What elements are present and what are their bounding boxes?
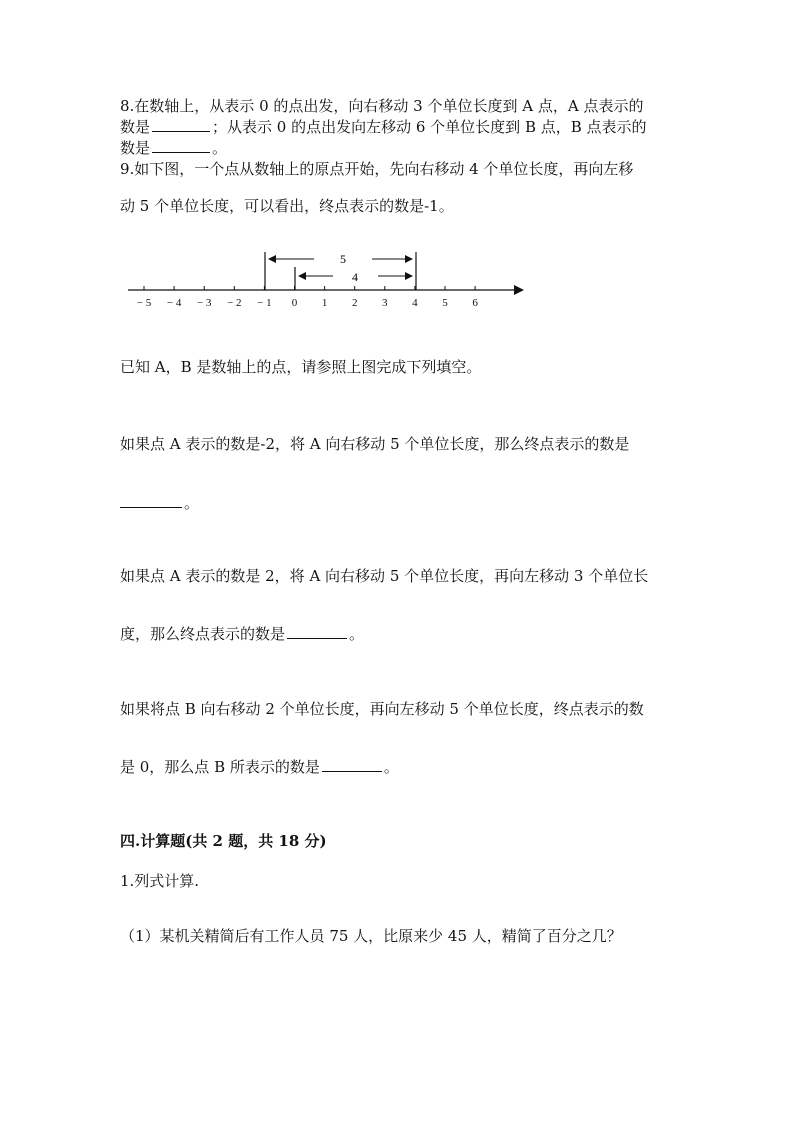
arrow-four-label: 4 (352, 270, 358, 284)
q9-text-2: 动 5 个单位长度，可以看出，终点表示的数是-1。 (120, 197, 454, 215)
q8-text-3a: 数是 (120, 139, 151, 157)
q8-text-2b: ；从表示 0 的点出发向左移动 6 个单位长度到 B 点，B 点表示的 (212, 118, 647, 136)
tick-label: 6 (472, 297, 478, 309)
answer-blank-e[interactable] (322, 757, 382, 772)
q9-p2-text-1: 如果点 A 表示的数是 2，将 A 向右移动 5 个单位长度，再向左移动 3 个单位长 (120, 567, 649, 585)
q9-p1-line-2 (120, 493, 199, 513)
tick-label: 4 (412, 297, 418, 309)
s4-q1-sub1 (120, 926, 622, 946)
answer-blank-c[interactable] (120, 493, 182, 508)
s4-q1 (120, 871, 199, 891)
q9-p3-text-1: 如果将点 B 向右移动 2 个单位长度，再向左移动 5 个单位长度，终点表示的数 (120, 700, 644, 718)
arrow-five-label: 5 (340, 252, 346, 266)
tick-label: − 1 (257, 297, 272, 309)
q9-p2-line-2 (120, 624, 364, 644)
q9-p3-line-1 (120, 699, 644, 719)
section-heading-text: 四.计算题(共 2 题，共 18 分) (120, 832, 327, 850)
tick-label: 0 (291, 297, 298, 309)
q9-intro-text: 已知 A，B 是数轴上的点，请参照上图完成下列填空。 (120, 358, 482, 376)
q8-text-1: 8.在数轴上，从表示 0 的点出发，向右移动 3 个单位长度到 A 点，A 点表示的 (120, 97, 644, 115)
s4-q1-text: 1.列式计算. (120, 872, 200, 890)
q9-p2-text-2b: 。 (349, 625, 365, 643)
tick-label: − 3 (196, 297, 212, 309)
q9-p3-text-2b: 。 (383, 758, 399, 776)
q9-p2-text-2a: 度，那么终点表示的数是 (120, 625, 286, 643)
q9-text-1: 9.如下图，一个点从数轴上的原点开始，先向右移动 4 个单位长度，再向左移 (120, 160, 634, 178)
s4-q1-sub1-text: （1）某机关精简后有工作人员 75 人，比原来少 45 人，精简了百分之几？ (120, 927, 622, 945)
q8-text-2a: 数是 (120, 118, 151, 136)
q9-p3-text-2a: 是 0，那么点 B 所表示的数是 (120, 758, 320, 776)
number-line-figure (0, 0, 794, 330)
q9-p3-line-2 (120, 757, 399, 777)
q8-text-3b: 。 (212, 139, 228, 157)
tick-label: − 4 (166, 297, 182, 309)
tick-label: 3 (382, 297, 388, 309)
section-heading (120, 831, 327, 851)
tick-label: 2 (351, 297, 358, 309)
answer-blank-d[interactable] (287, 624, 347, 639)
tick-label: − 5 (136, 297, 152, 309)
axis-arrow-icon (514, 285, 524, 295)
q9-p2-line-1 (120, 566, 648, 586)
tick-label: 5 (442, 297, 448, 309)
q9-intro (120, 357, 481, 377)
q9-p1-text-1: 如果点 A 表示的数是-2，将 A 向右移动 5 个单位长度，那么终点表示的数是 (120, 435, 630, 453)
tick-label: 1 (321, 297, 328, 309)
tick-label: − 2 (227, 297, 242, 309)
q9-p1-text-2: 。 (184, 494, 200, 512)
q9-p1-line-1 (120, 434, 629, 454)
